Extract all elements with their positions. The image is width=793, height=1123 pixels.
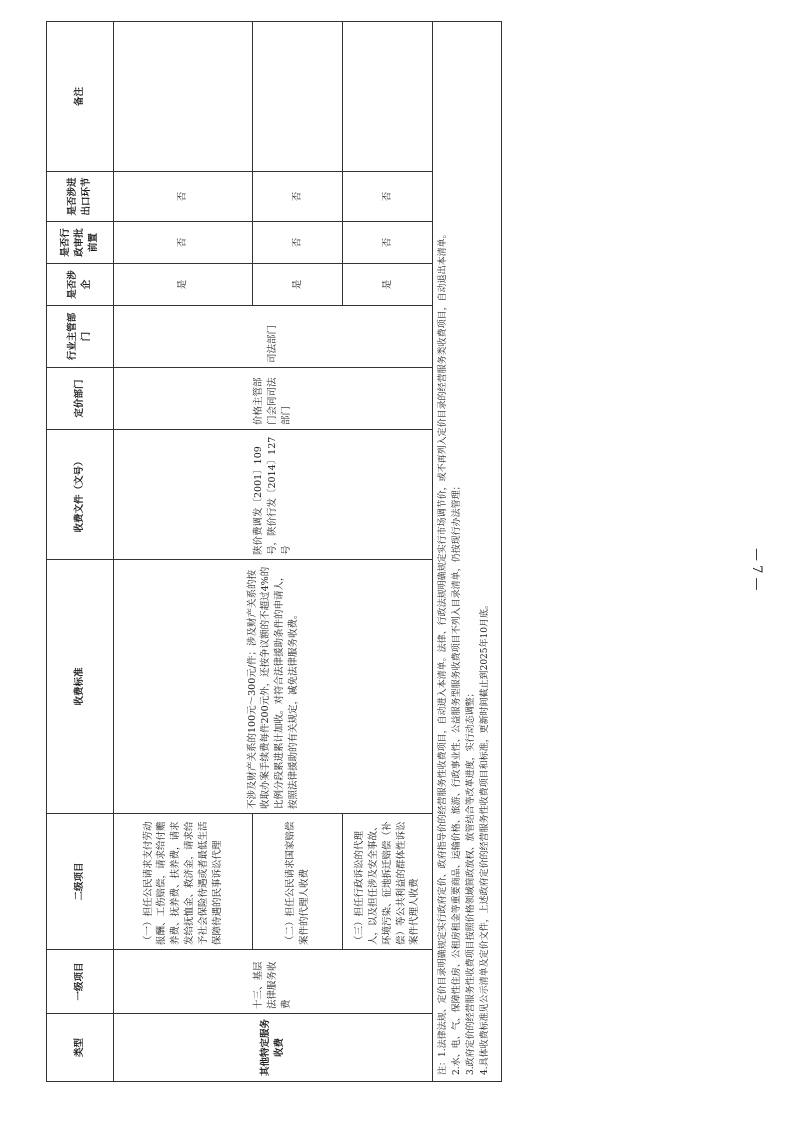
header-import-export: 是否涉进出口环节: [47, 172, 114, 222]
level2-cell: （二）担任公民请求国家赔偿案件的代理人收费: [252, 814, 342, 950]
remarks-cell: [114, 22, 253, 172]
import-export-cell: 否: [343, 172, 433, 222]
import-export-cell: 否: [252, 172, 342, 222]
header-level1: 一级项目: [47, 950, 114, 1014]
header-industry-dept: 行业主管部门: [47, 306, 114, 368]
fee-list-table: [46, 21, 502, 1082]
involves-enterprise-cell: 是: [114, 264, 253, 306]
header-row: [47, 22, 114, 1082]
admin-approval-cell: 否: [343, 222, 433, 264]
header-doc: 收费文件（文号）: [47, 430, 114, 560]
header-admin-approval: 是否行政审批前置: [47, 222, 114, 264]
remarks-cell: [343, 22, 433, 172]
note-2: 2.水、电、气、保障性住房、公租房租金等重要商品、运输价格、旅游、行政事业性、公益服务型服务收费项目不列入目录清单，仍按现行办法管理；: [452, 481, 463, 1075]
note-4: 4.具体收费标准见公示清单及定价文件，上述政府定价的经营服务性收费项目和标准，更新时间截止到2025年10月底。: [480, 600, 491, 1075]
pricing-dept-cell: 价格主管部门会同司法部门: [114, 368, 433, 430]
involves-enterprise-cell: 是: [252, 264, 342, 306]
level2-cell: （一）担任公民请求支付劳动报酬、工伤赔偿，请求给付赡养费、抚养费、扶养费，请求发给抚恤金、救济金，请求给予社会保险待遇或者最低生活保障待遇的民事诉讼代理: [114, 814, 253, 950]
table-row: [114, 22, 253, 1082]
notes-cell: [433, 22, 502, 1082]
level2-cell: （三）担任行政诉讼的代理人，以及担任涉及安全事故、环境污染、征地拆迁赔偿（补偿）等公共利益的群体性诉讼案件代理人收费: [343, 814, 433, 950]
admin-approval-cell: 否: [252, 222, 342, 264]
involves-enterprise-cell: 是: [343, 264, 433, 306]
header-level2: 二级项目: [47, 814, 114, 950]
header-category: 类型: [47, 1014, 114, 1082]
header-standard: 收费标准: [47, 560, 114, 814]
fee-list-table-sheet: [46, 22, 502, 1082]
header-remarks: 备注: [47, 22, 114, 172]
remarks-cell: [252, 22, 342, 172]
note-3: 3.政府定价的经营服务性收费项目按照价格领域简政放权、放管结合等改革进度，实行动态调整；: [466, 688, 477, 1075]
header-pricing-dept: 定价部门: [47, 368, 114, 430]
level1-cell: 十三、基层法律服务收费: [114, 950, 433, 1014]
industry-dept-cell: 司法部门: [114, 306, 433, 368]
notes-row: [433, 22, 502, 1082]
header-involves-enterprise: 是否涉企: [47, 264, 114, 306]
doc-cell: 陕价费调发〔2001〕109号，陕价行发〔2014〕127号: [114, 430, 433, 560]
page-number: — 7 —: [749, 548, 764, 591]
admin-approval-cell: 否: [114, 222, 253, 264]
standard-cell: 不涉及财产关系的100元～300元/件；涉及财产关系的按收取办案手续费每件200元外，还按争议额的不超过4%的比例分段累进累计加收。对符合法律援助条件的申请人，按照法律援助的有关规定，减免法律服务收费。: [114, 560, 433, 814]
import-export-cell: 否: [114, 172, 253, 222]
note-1: 注：1.法律法规、定价目录明确规定实行政府定价、政府指导价的经营服务性收费项目，自动进入本清单。法律、行政法规明确规定实行市场调节价，或不再列入定价目录的经营服务类收费项目，自动退出本清单。: [438, 229, 449, 1075]
category-cell: 其他特定服务收费: [114, 1014, 433, 1082]
